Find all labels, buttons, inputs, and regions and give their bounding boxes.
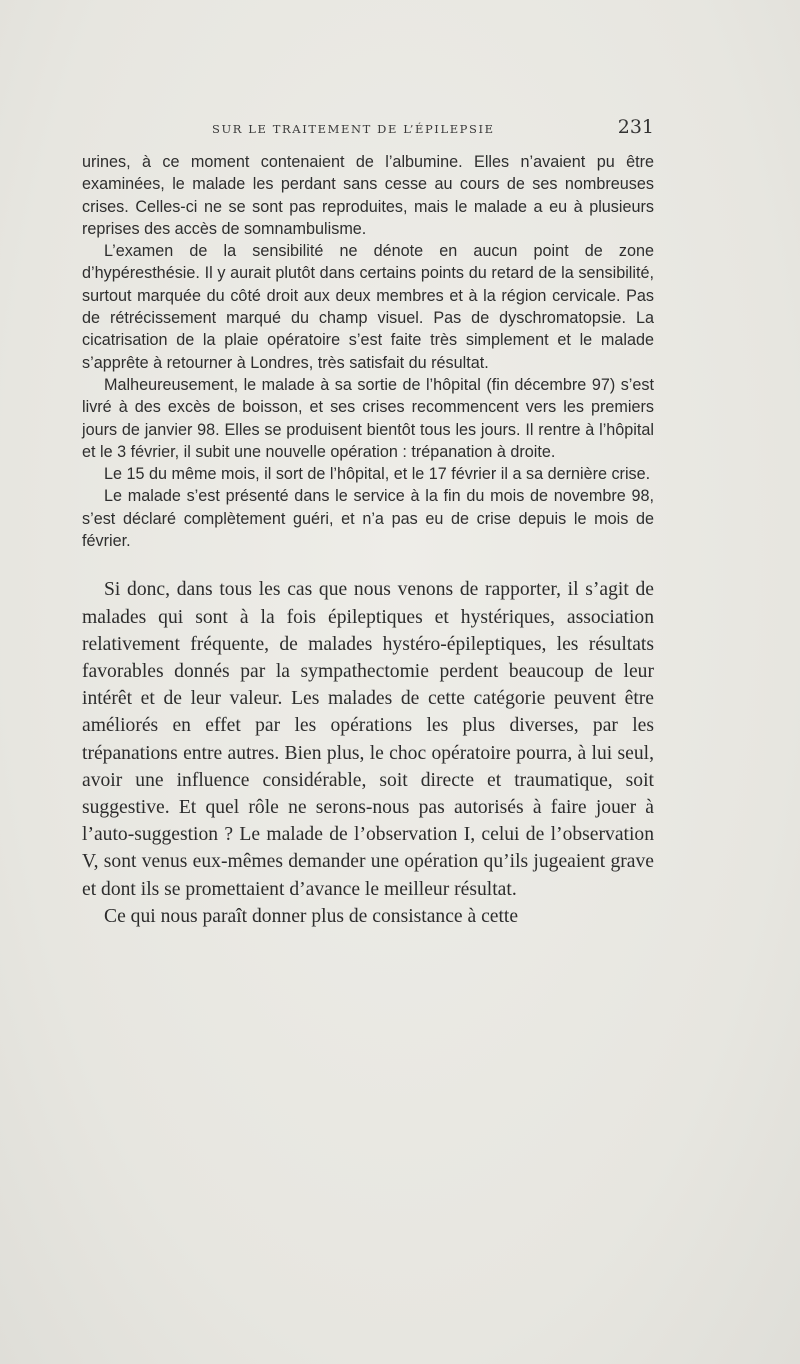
paragraph: Si donc, dans tous les cas que nous venons de rapporter, il s’agit de malades qui sont à la fois épileptiques et hystériques, association relativement fréquente, de malades hystéro-épileptiques, les résultats favorables donnés par la sympathectomie perdent beaucoup de leur intérêt et de leur valeur. Les malades de cette catégorie peuvent être améliorés en effet par les opérations les plus diverses, par les trépanations entre autres. Bien plus, le choc opératoire pourra, à lui seul, avoir une influence considérable, soit directe et traumatique, soit suggestive. Et quel rôle ne serons-nous pas autorisés à faire jouer à l’auto-suggestion ? Le malade de l’observation I, celui de l’observation V, sont venus eux-mêmes demander une opération qu’ils jugeaient grave et dont ils se promettaient d’avance le meilleur résultat.: [82, 579, 654, 900]
section-gap: [82, 552, 654, 576]
running-title: SUR LE TRAITEMENT DE L’ÉPILEPSIE: [212, 122, 495, 136]
page-number: 231: [617, 116, 654, 138]
body-text: [82, 151, 654, 930]
page-header: [82, 118, 654, 142]
paragraph: urines, à ce moment contenaient de l’albumine. Elles n’avaient pu être examinées, le malade les perdant sans cesse au cours de ses nombreuses crises. Celles-ci ne se sont pas reproduites, mais le malade a eu à plusieurs reprises des accès de somnambulisme.: [82, 153, 654, 238]
paragraph: L’examen de la sensibilité ne dénote en aucun point de zone d’hypéresthésie. Il y aurait plutôt dans certains points du retard de la sensibilité, surtout marquée du côté droit aux deux membres et à la région cervicale. Pas de rétrécissement marqué du champ visuel. Pas de dyschromatopsie. La cicatrisation de la plaie opératoire s’est faite très simplement et le malade s’apprête à retourner à Londres, très satisfait du résultat.: [82, 242, 654, 372]
paragraph: Le 15 du même mois, il sort de l’hôpital, et le 17 février il a sa dernière crise.: [104, 465, 651, 484]
paragraph: Le malade s’est présenté dans le service à la fin du mois de novembre 98, s’est déclaré complètement guéri, et n’a pas eu de crise depuis le mois de février.: [82, 487, 654, 551]
paragraph: Malheureusement, le malade à sa sortie de l’hôpital (fin décembre 97) s’est livré à des excès de boisson, et ses crises recommencent vers les premiers jours de janvier 98. Elles se produisent bientôt tous les jours. Il rentre à l’hôpital et le 3 février, il subit une nouvelle opération : trépanation à droite.: [82, 375, 654, 461]
paragraph: Ce qui nous paraît donner plus de consistance à cette: [104, 905, 519, 927]
